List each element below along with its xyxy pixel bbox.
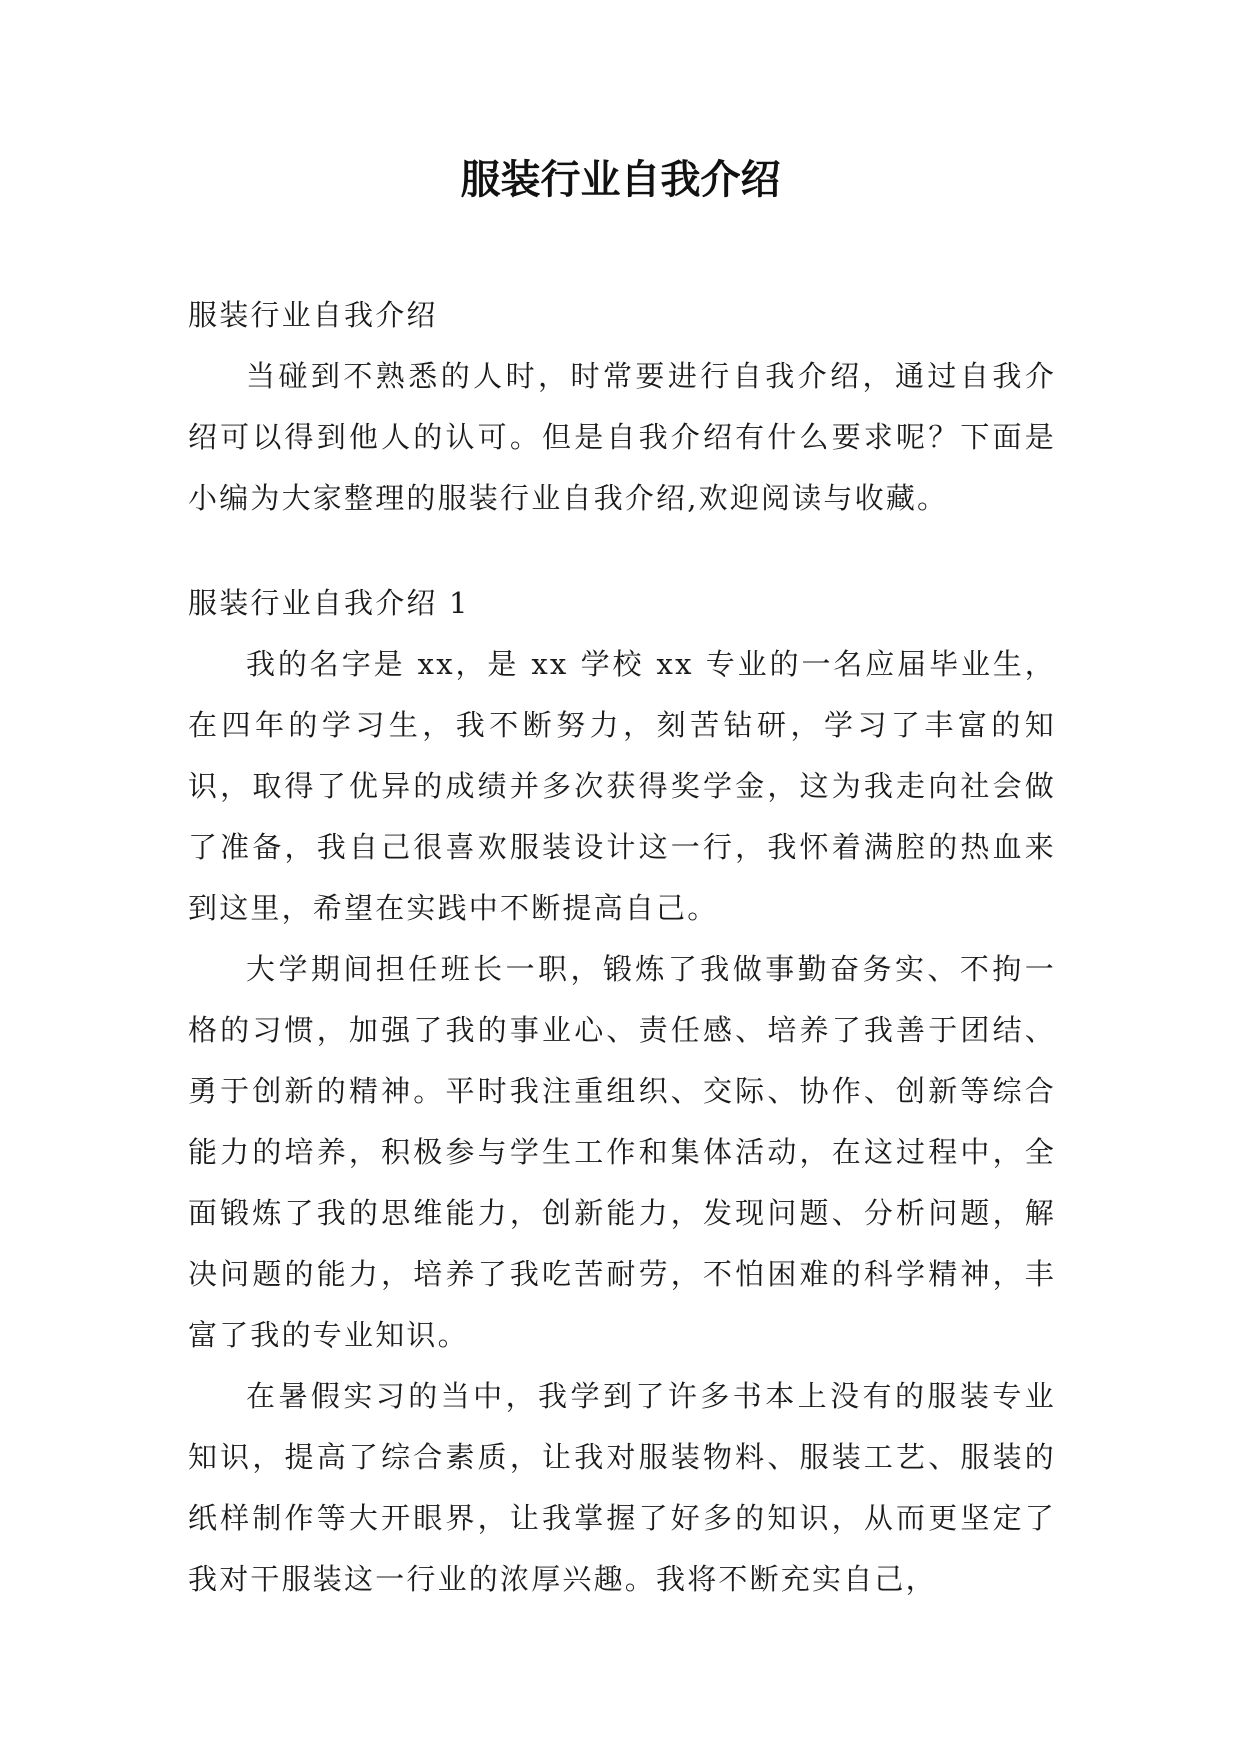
document-title: 服装行业自我介绍 xyxy=(460,157,781,203)
intro-section xyxy=(188,285,1056,529)
section-1-paragraph: 大学期间担任班长一职，锻炼了我做事勤奋务实、不拘一格的习惯，加强了我的事业心、责任感、培养了我善于团结、勇于创新的精神。平时我注重组织、交际、协作、创新等综合能力的培养，积极参与学生工作和集体活动，在这过程中，全面锻炼了我的思维能力，创新能力，发现问题、分析问题，解决问题的能力，培养了我吃苦耐劳，不怕困难的科学精神，丰富了我的专业知识。 xyxy=(188,952,1056,1352)
section-1 xyxy=(188,573,1056,1610)
section-1-heading: 服装行业自我介绍 1 xyxy=(188,586,470,620)
intro-heading: 服装行业自我介绍 xyxy=(188,298,438,332)
section-1-paragraph: 在暑假实习的当中，我学到了许多书本上没有的服装专业知识，提高了综合素质，让我对服装物料、服装工艺、服装的纸样制作等大开眼界，让我掌握了好多的知识，从而更坚定了我对干服装这一行业的浓厚兴趣。我将不断充实自己， xyxy=(188,1379,1056,1596)
section-1-paragraph: 我的名字是 xx，是 xx 学校 xx 专业的一名应届毕业生，在四年的学习生，我不断努力，刻苦钻研，学习了丰富的知识，取得了优异的成绩并多次获得奖学金，这为我走向社会做了准备，我自己很喜欢服装设计这一行，我怀着满腔的热血来到这里，希望在实践中不断提高自己。 xyxy=(188,647,1056,925)
intro-paragraph: 当碰到不熟悉的人时，时常要进行自我介绍，通过自我介绍可以得到他人的认可。但是自我介绍有什么要求呢？下面是小编为大家整理的服装行业自我介绍,欢迎阅读与收藏。 xyxy=(188,359,1056,515)
